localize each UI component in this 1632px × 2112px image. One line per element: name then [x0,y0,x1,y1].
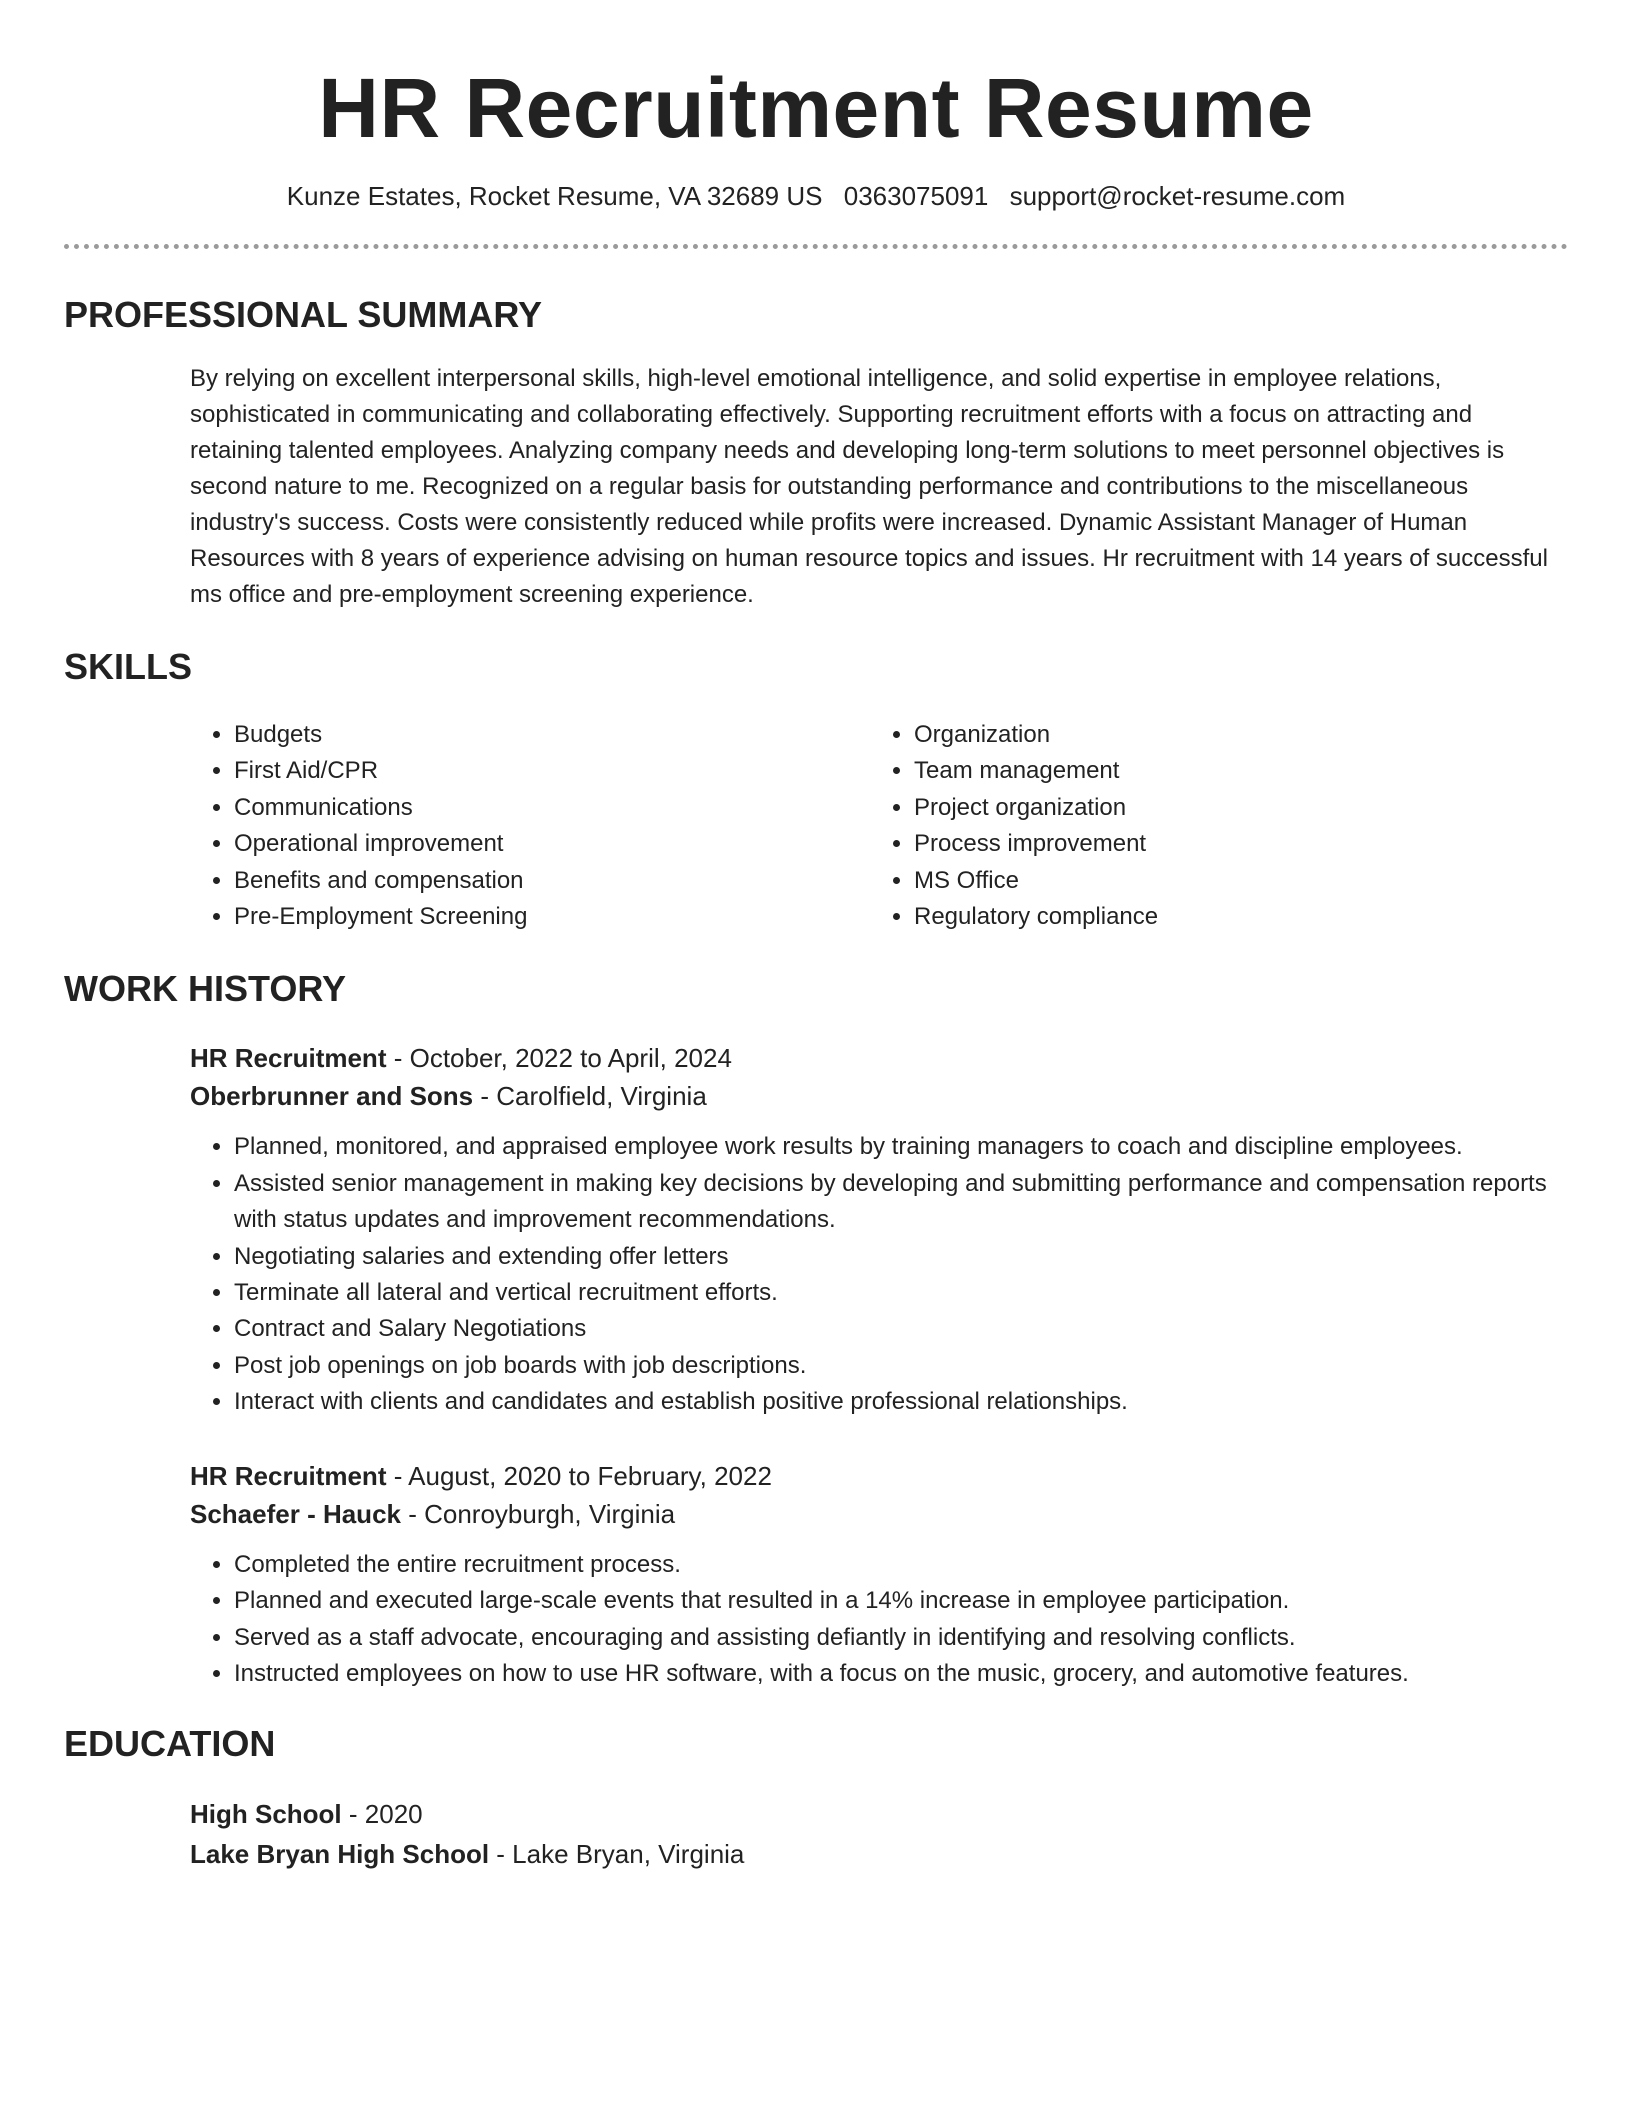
job-duty: • Planned and executed large-scale events that resulted in a 14% increase in employee participation. [234,1583,1568,1619]
section-heading-skills: SKILLS [64,646,193,687]
job-location: - Carolfield, Virginia [473,1081,707,1112]
professional-summary-section [64,293,1568,613]
education-degree-line [190,1794,1568,1834]
job-company-line [190,1495,1568,1533]
skill-item: • Team management [914,753,1514,789]
job-company: Oberbrunner and Sons [190,1081,474,1112]
summary-text: By relying on excellent interpersonal skills, high-level emotional intelligence, and solid expertise in employee relations, sophisticated in communicating and collaborating effectively. Supporting recruitment efforts with a focus on attracting and retaining talented employees. Analyzing company needs and developing long-term solutions to meet personnel objectives is second nature to me. Recognized on a regular basis for outstanding performance and contributions to the miscellaneous industry's success. Costs were consistently reduced while profits were increased. Dynamic Assistant Manager of Human Resources with 8 years of experience advising on human resource topics and issues. Hr recruitment with 14 years of successful ms office and pre-employment screening experience. [190,365,1548,608]
skill-item: • MS Office [914,863,1514,899]
section-heading-summary: PROFESSIONAL SUMMARY [64,294,543,335]
education-year: - 2020 [341,1799,423,1830]
resume-page [64,0,1568,1874]
job-duties-list [190,1129,1568,1420]
job-duty: • Contract and Salary Negotiations [234,1311,1568,1347]
skill-item: • Benefits and compensation [234,863,870,899]
job-duty: • Completed the entire recruitment process. [234,1547,1568,1583]
education-section [64,1722,1568,1874]
skill-item: • Project organization [914,790,1514,826]
contact-email: support@rocket-resume.com [1009,181,1346,211]
education-school-line [190,1834,1568,1874]
skill-item: • Process improvement [914,826,1514,862]
job-entry [190,1039,1568,1420]
job-title: HR Recruitment [190,1043,387,1074]
job-title: HR Recruitment [190,1460,387,1491]
job-duty: • Served as a staff advocate, encouraging and assisting defiantly in identifying and resolving conflicts. [234,1620,1568,1656]
skills-section [64,645,1568,935]
job-dates: - October, 2022 to April, 2024 [386,1043,732,1074]
contact-phone: 0363075091 [843,181,989,211]
skills-list-right [870,717,1514,935]
job-dates: - August, 2020 to February, 2022 [386,1460,772,1491]
job-duty: • Assisted senior management in making key decisions by developing and submitting performance and compensation reports with status updates and improvement recommendations. [234,1166,1568,1239]
work-history-section [64,967,1568,1692]
job-company-line [190,1077,1568,1115]
section-heading-education: EDUCATION [64,1723,276,1765]
education-location: - Lake Bryan, Virginia [489,1839,745,1870]
education-degree: High School [190,1799,342,1830]
skill-item: • Pre-Employment Screening [234,899,870,935]
skill-item: • Budgets [234,717,870,753]
job-duty: • Negotiating salaries and extending offer letters [234,1239,1568,1275]
education-school: Lake Bryan High School [190,1839,490,1870]
contact-line [64,178,1568,214]
job-duty: • Post job openings on job boards with job descriptions. [234,1348,1568,1384]
header-divider [64,244,1568,249]
job-location: - Conroyburgh, Virginia [400,1498,676,1529]
job-title-line [190,1457,1568,1495]
job-duty: • Terminate all lateral and vertical recruitment efforts. [234,1275,1568,1311]
skill-item: • Regulatory compliance [914,899,1514,935]
skills-columns [190,717,1568,935]
job-duty: • Instructed employees on how to use HR software, with a focus on the music, grocery, and automotive features. [234,1656,1568,1692]
skill-item: • Operational improvement [234,826,870,862]
skill-item: • Organization [914,717,1514,753]
resume-title: HR Recruitment Resume [318,61,1314,155]
skill-item: • Communications [234,790,870,826]
section-heading-work: WORK HISTORY [64,968,347,1010]
job-duties-list [190,1547,1568,1693]
skills-list-left [190,717,870,935]
skill-item: • First Aid/CPR [234,753,870,789]
job-company: Schaefer - Hauck [190,1498,401,1529]
job-duty: • Interact with clients and candidates and establish positive professional relationships. [234,1384,1568,1420]
job-duty: • Planned, monitored, and appraised employee work results by training managers to coach and discipline employees. [234,1129,1568,1165]
job-entry [190,1457,1568,1693]
job-title-line [190,1039,1568,1077]
education-entry [190,1794,1568,1874]
contact-address: Kunze Estates, Rocket Resume, VA 32689 US [286,181,823,211]
